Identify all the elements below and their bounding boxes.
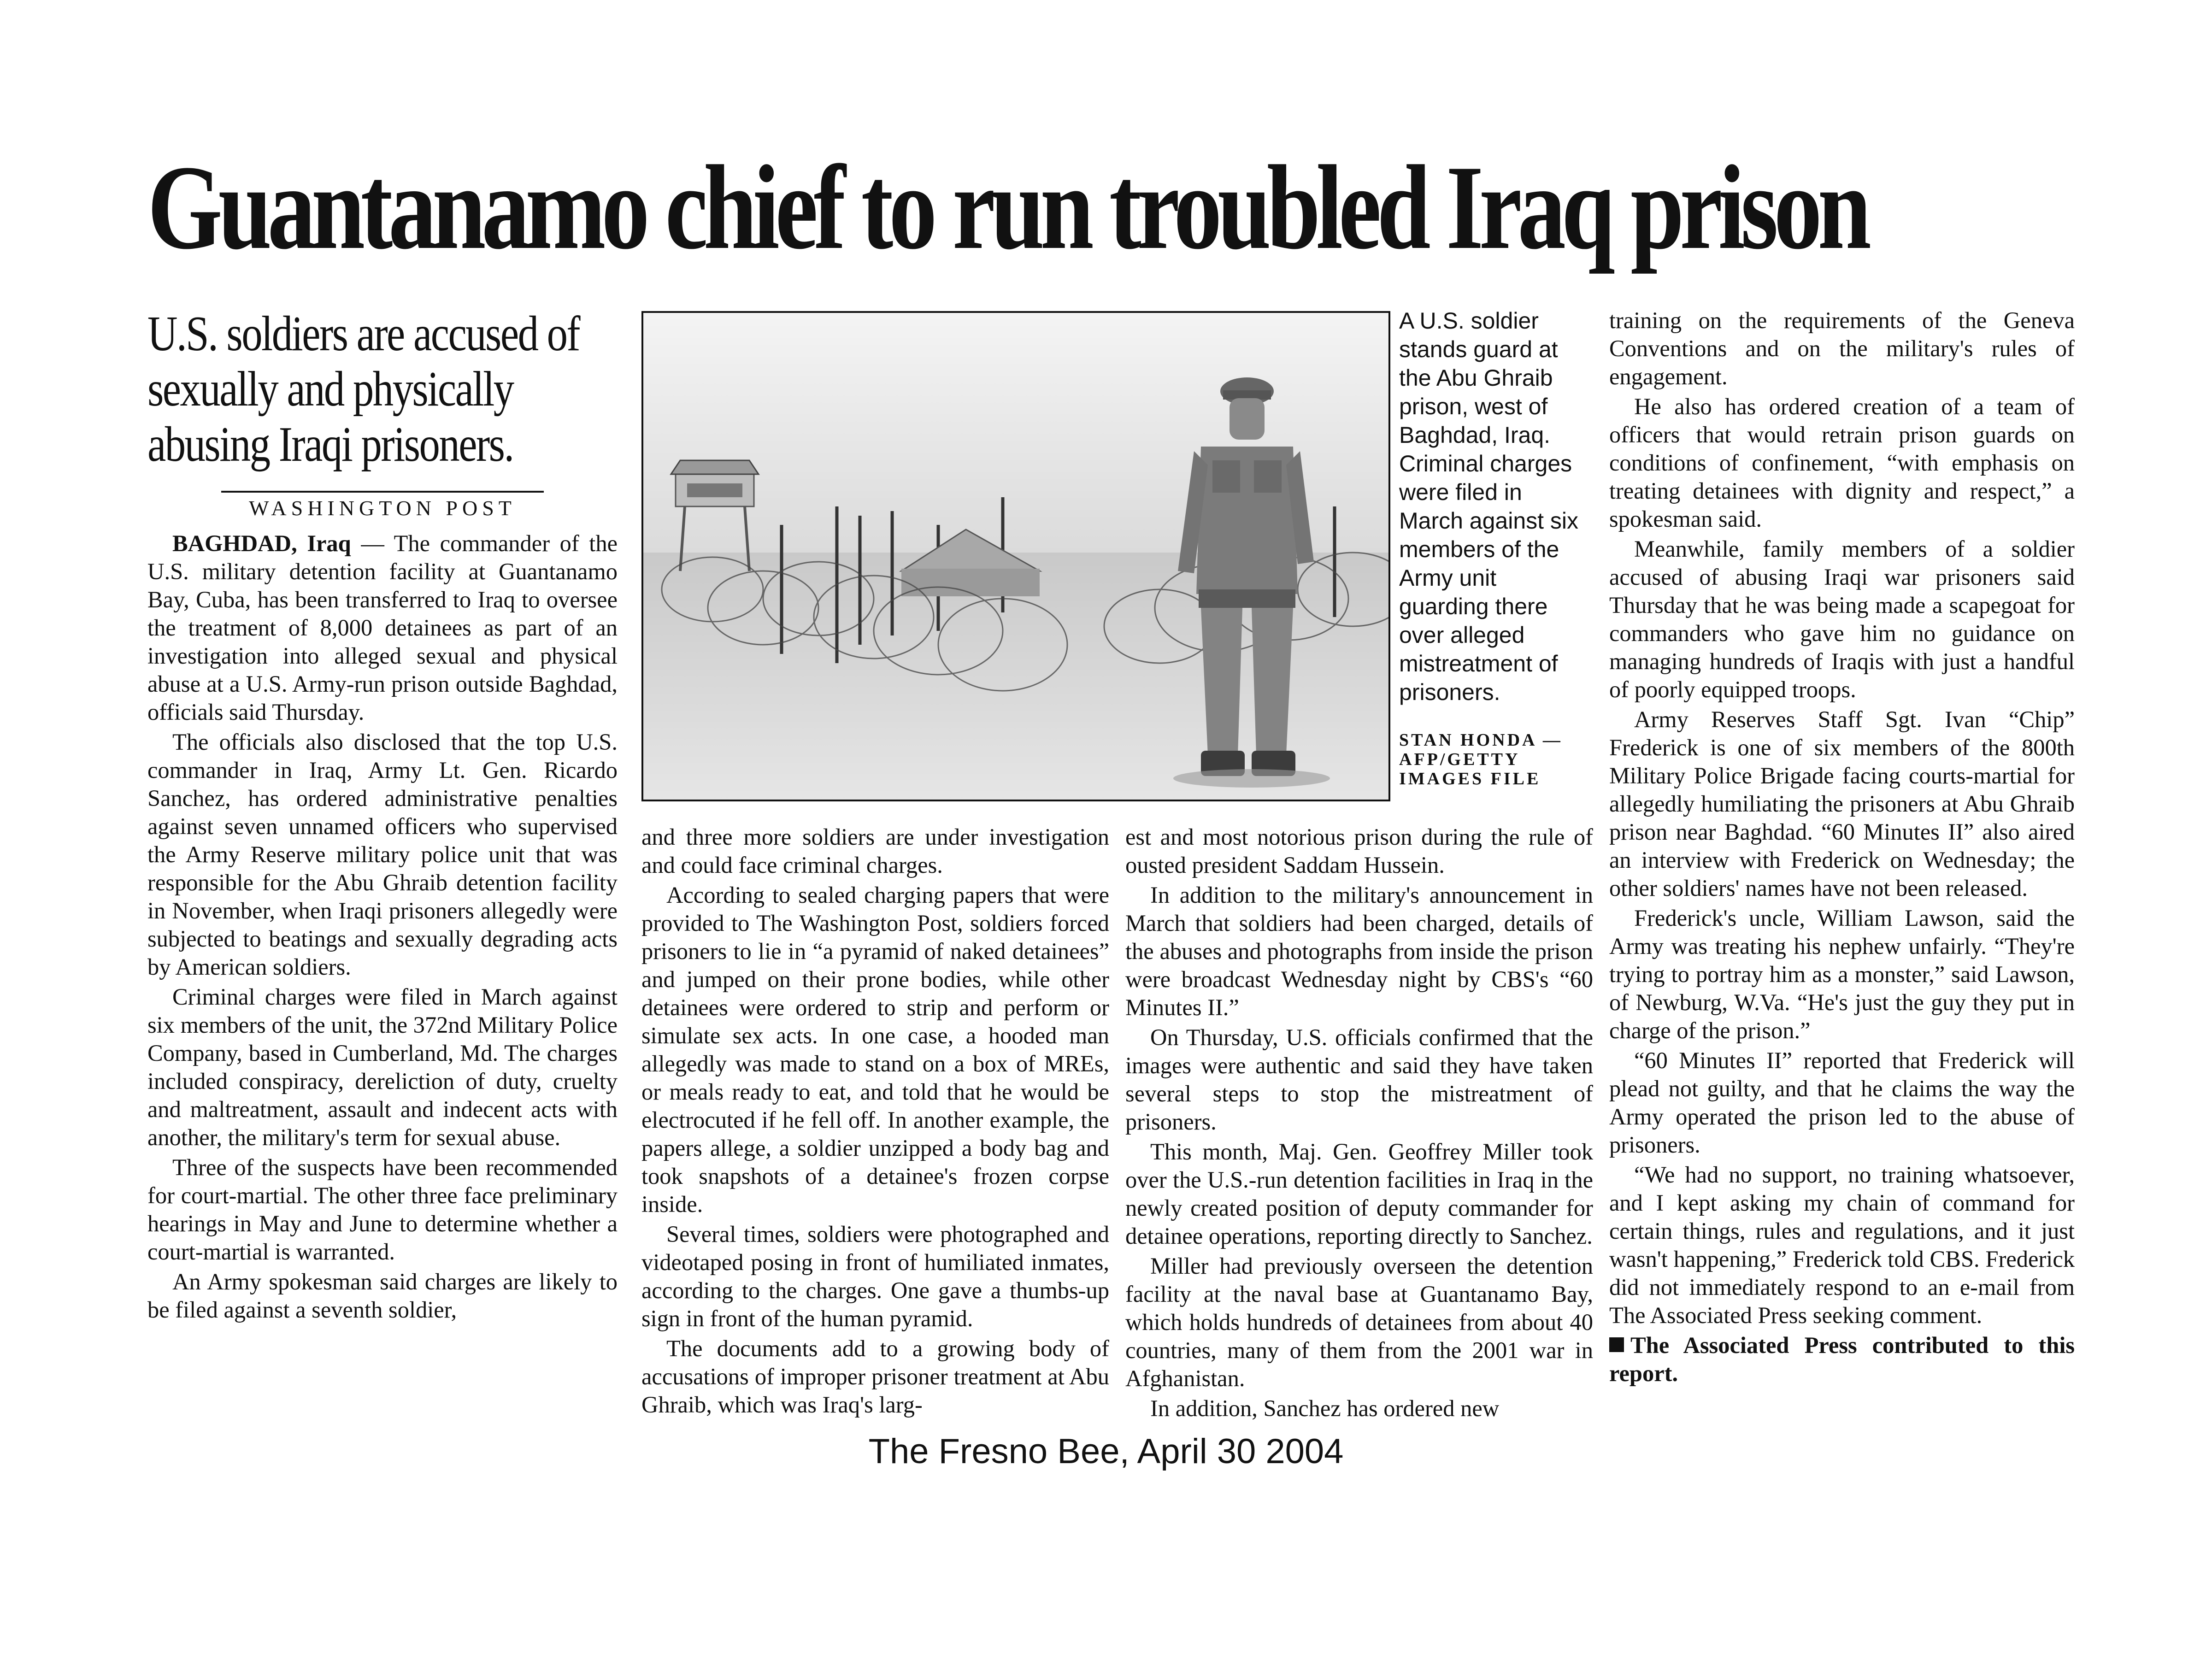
paragraph: The documents add to a growing body of accusations of improper prisoner treatment at Abu Ghraib, which was Iraq's larg- <box>641 1335 1109 1418</box>
dateline: BAGHDAD, Iraq <box>172 530 351 556</box>
soldier-photo-image <box>643 313 1390 801</box>
headline: Guantanamo chief to run troubled Iraq prison <box>147 141 1867 274</box>
paragraph: This month, Maj. Gen. Geoffrey Miller took over the U.S.-run detention facilities in Iraq in the newly created position of deputy commander for detainee operations, reporting directly to Sanchez. <box>1125 1139 1593 1249</box>
paragraph: In addition to the military's announcement in March that soldiers had been charged, details of the abuses and photographs from inside the prison were broadcast Wednesday night by CBS's “60 Minutes II.” <box>1125 882 1593 1020</box>
source-footer: The Fresno Bee, April 30 2004 <box>868 1432 1344 1471</box>
column-4 <box>1609 306 2075 1389</box>
byline: WASHINGTON POST <box>221 491 544 520</box>
news-photo <box>641 311 1390 801</box>
photo-caption: A U.S. soldier stands guard at the Abu Ghraib prison, west of Baghdad, Iraq. Criminal charges were filed in March against six members of the Army unit guarding there over alleged mistreatment of prisoners. <box>1399 308 1579 705</box>
paragraph: Meanwhile, family members of a soldier accused of abusing Iraqi war prisoners said Thursday that he was being made a scapegoat for commanders who gave him no guidance on managing hundreds of Iraqis with just a handful of poorly equipped troops. <box>1609 536 2075 702</box>
paragraph: “We had no support, no training whatsoever, and I kept asking my chain of command for certain things, rules and regulations, and it just wasn't happening,” Frederick told CBS. Frederick did not immediately respond to an e-mail from The Associated Press seeking comment. <box>1609 1162 2075 1328</box>
paragraph: In addition, Sanchez has ordered new <box>1150 1395 1500 1421</box>
paragraph: On Thursday, U.S. officials confirmed that the images were authentic and said they have taken several steps to stop the mistreatment of prisoners. <box>1125 1024 1593 1135</box>
paragraph: Several times, soldiers were photographed and videotaped posing in front of humiliated inmates, according to the charges. One gave a thumbs-up sign in front of the human pyramid. <box>641 1221 1109 1331</box>
paragraph: Criminal charges were filed in March against six members of the unit, the 372nd Military Police Company, based in Cumberland, Md. The charges included conspiracy, dereliction of duty, cruelty and maltreatment, assault and indecent acts with another, the military's term for sexual abuse. <box>147 984 618 1150</box>
paragraph: Frederick's uncle, William Lawson, said the Army was treating his nephew unfairly. “They're trying to portray him as a monster,” said Lawson, of Newburg, W.Va. “He's just the guy they put in charge of the prison.” <box>1609 905 2075 1043</box>
paragraph: According to sealed charging papers that were provided to The Washington Post, soldiers forced prisoners to lie in “a pyramid of naked detainees” and jumped on their prone bodies, while other detainees were ordered to strip and perform or simulate sex acts. In one case, a hooded man allegedly was made to stand on a box of MREs, or meals ready to eat, and told that he would be electrocuted if he fell off. In another example, the papers allege, a soldier unzipped a body bag and took snapshots of a detainee's frozen corpse inside. <box>641 882 1109 1217</box>
deck: U.S. soldiers are accused of sexually and physically abusing Iraqi prisoners. <box>147 306 580 472</box>
paragraph: “60 Minutes II” reported that Frederick will plead not guilty, and that he claims the way the Army operated the prison led to the abuse of prisoners. <box>1609 1047 2075 1158</box>
paragraph: Army Reserves Staff Sgt. Ivan “Chip” Frederick is one of six members of the 800th Military Police Brigade facing courts-martial for allegedly humiliating the prisoners at Abu Ghraib prison near Baghdad. “60 Minutes II” also aired an interview with Frederick on Wednesday; the other soldiers' names have not been released. <box>1609 706 2075 901</box>
paragraph: The officials also disclosed that the top U.S. commander in Iraq, Army Lt. Gen. Ricardo Sanchez, has ordered administrative penalties against seven unnamed officers who supervised the Army Reserve military police unit that was responsible for the Abu Ghraib detention facility in November, when Iraqi prisoners allegedly were subjected to beatings and sexually degrading acts by American soldiers. <box>147 729 618 980</box>
paragraph: Miller had previously overseen the detention facility at the naval base at Guantanamo Bay, which holds hundreds of detainees from about 40 countries, many of them from the 2001 war in Afghanistan. <box>1125 1253 1593 1391</box>
contributor-credit <box>1609 1331 2075 1388</box>
paragraph: and three more soldiers are under investigation and could face criminal charges. <box>641 824 1109 878</box>
paragraph: est and most notorious prison during the rule of ousted president Saddam Hussein. <box>1125 824 1593 878</box>
paragraph <box>147 529 618 726</box>
contributor-credit-text: The Associated Press contributed to this report. <box>1609 1332 2075 1386</box>
column-1 <box>147 306 618 1326</box>
paragraph: Three of the suspects have been recommended for court-martial. The other three face preliminary hearings in May and June to determine whether a court-martial is warranted. <box>147 1154 618 1265</box>
square-bullet-icon <box>1609 1337 1624 1352</box>
paragraph-text: — The commander of the U.S. military detention facility at Guantanamo Bay, Cuba, has been transferred to Iraq to oversee the treatment of 8,000 detainees as part of an investigation into alleged sexual and physical abuse at a U.S. Army-run prison outside Baghdad, officials said Thursday. <box>147 530 618 725</box>
paragraph: training on the requirements of the Geneva Conventions and on the military's rules of engagement. <box>1609 307 2075 389</box>
paragraph: He also has ordered creation of a team of officers that would retrain prison guards on conditions of confinement, “with emphasis on treating detainees with dignity and respect,” a spokesman said. <box>1609 394 2075 532</box>
column-3 <box>1125 823 1593 1424</box>
photo-credit: STAN HONDA — AFP/GETTY IMAGES FILE <box>1399 730 1563 788</box>
paragraph: An Army spokesman said charges are likely to be filed against a seventh soldier, <box>147 1269 618 1323</box>
column-2 <box>641 823 1109 1421</box>
